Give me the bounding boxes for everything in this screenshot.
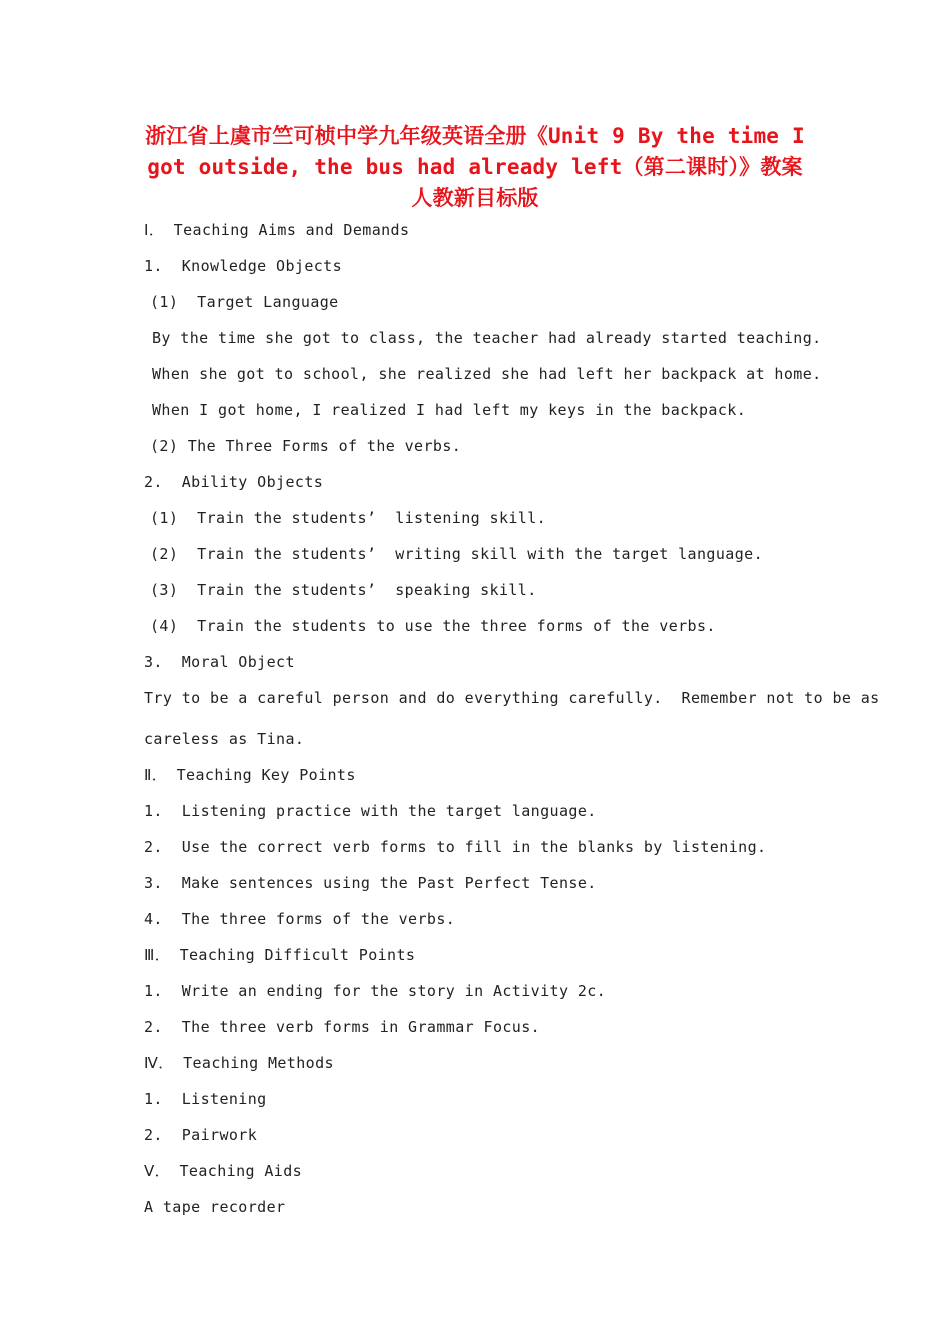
- list-item: (3) Train the students’ speaking skill.: [150, 581, 537, 599]
- item-three-forms: (2) The Three Forms of the verbs.: [150, 437, 462, 455]
- subheading-ability-objects: 2. Ability Objects: [144, 473, 324, 491]
- subheading-moral-object: 3. Moral Object: [144, 653, 295, 671]
- section-heading-key-points: Ⅱ． Teaching Key Points: [144, 766, 356, 784]
- paragraph-line: A tape recorder: [144, 1198, 286, 1216]
- list-item: 4. The three forms of the verbs.: [144, 910, 456, 928]
- paragraph-line: careless as Tina.: [144, 730, 305, 748]
- list-item: 2. The three verb forms in Grammar Focus.: [144, 1018, 541, 1036]
- section-heading-methods: Ⅳ． Teaching Methods: [144, 1054, 334, 1072]
- list-item: (2) Train the students’ writing skill with the target language.: [150, 545, 763, 563]
- section-heading-aims: Ⅰ． Teaching Aims and Demands: [144, 221, 410, 239]
- list-item: 3. Make sentences using the Past Perfect Tense.: [144, 874, 597, 892]
- item-target-language: (1) Target Language: [150, 293, 339, 311]
- document-title: 浙江省上虞市竺可桢中学九年级英语全册《Unit 9 By the time I got outside, the bus had already left（第二课时）》教案 人教新目标版: [145, 124, 805, 210]
- subheading-knowledge-objects: 1. Knowledge Objects: [144, 257, 343, 275]
- sentence-line: When she got to school, she realized she had left her backpack at home.: [152, 365, 822, 383]
- list-item: 1. Listening: [144, 1090, 267, 1108]
- list-item: 2. Use the correct verb forms to fill in the blanks by listening.: [144, 838, 767, 856]
- paragraph-line: Try to be a careful person and do everything carefully. Remember not to be as: [144, 689, 880, 707]
- list-item: (4) Train the students to use the three forms of the verbs.: [150, 617, 716, 635]
- sentence-line: When I got home, I realized I had left my keys in the backpack.: [152, 401, 747, 419]
- list-item: 2. Pairwork: [144, 1126, 258, 1144]
- section-heading-difficult-points: Ⅲ． Teaching Difficult Points: [144, 946, 416, 964]
- list-item: 1. Listening practice with the target language.: [144, 802, 597, 820]
- list-item: 1. Write an ending for the story in Activity 2c.: [144, 982, 607, 1000]
- sentence-line: By the time she got to class, the teacher had already started teaching.: [152, 329, 822, 347]
- list-item: (1) Train the students’ listening skill.: [150, 509, 547, 527]
- section-heading-aids: Ⅴ． Teaching Aids: [144, 1162, 303, 1180]
